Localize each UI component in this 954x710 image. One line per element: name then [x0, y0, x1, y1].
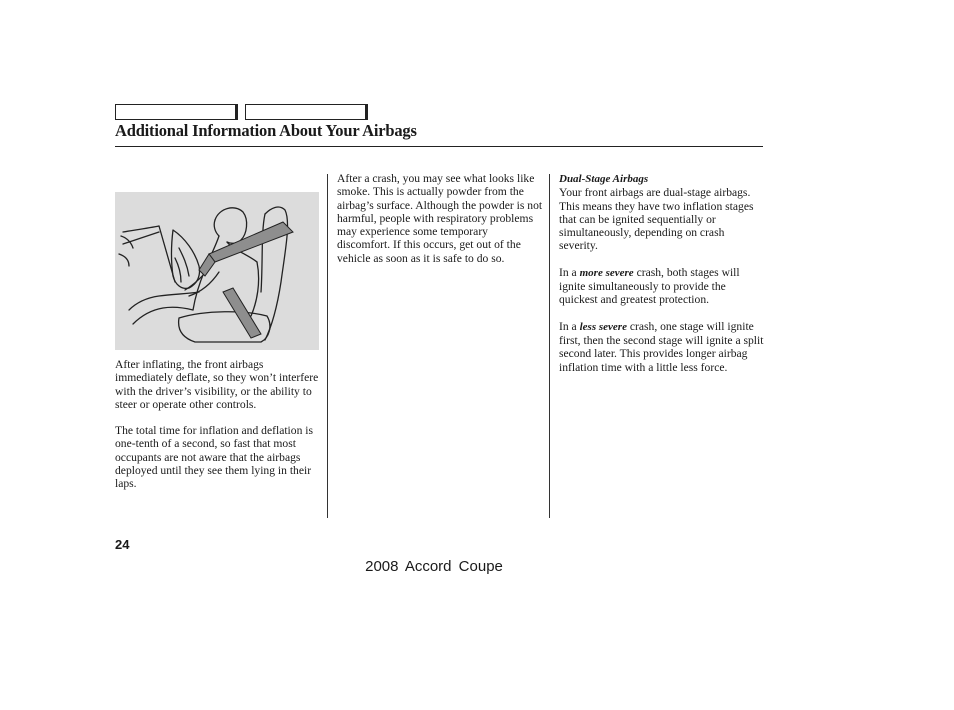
column-divider-1: [327, 174, 328, 518]
column-3: [559, 172, 765, 374]
section-tab-1[interactable]: [115, 104, 238, 120]
column-2-paragraph-1: After a crash, you may see what looks like smoke. This is actually powder from the airbag’s surface. Although the powder is not harmful, people with respiratory problems may experience some temporary discomfort. If this occurs, get out of the vehicle as soon as it is safe to do so.: [337, 172, 543, 265]
section-heading: Dual-Stage Airbags: [559, 173, 649, 185]
para3-prefix: In a: [559, 319, 580, 333]
column-2: [337, 172, 543, 265]
column-1-paragraph-2: The total time for inflation and deflation is one-tenth of a second, so fast that most occupants are not aware that the airbags deployed until they see them lying in their laps.: [115, 424, 314, 491]
para2-prefix: In a: [559, 265, 580, 279]
para2-suffix: crash, both stages will ignite simultaneously to provide the quickest and greatest protection.: [559, 265, 740, 307]
column-1-paragraph-1: After inflating, the front airbags immediately deflate, so they won’t interfere with the driver’s visibility, or the ability to steer or operate other controls.: [115, 358, 319, 411]
column-3-paragraph-3: [559, 320, 765, 374]
page-number: 24: [115, 537, 130, 552]
footer-model: 2008 Accord Coupe: [365, 558, 503, 575]
column-3-paragraph-2: [559, 266, 765, 307]
section-tab-2[interactable]: [245, 104, 368, 120]
page-title: Additional Information About Your Airbags: [115, 121, 417, 140]
title-rule: [115, 146, 763, 147]
airbag-deployed-illustration-icon: [115, 192, 319, 350]
column-1: [115, 358, 321, 491]
emphasis-more-severe: more severe: [579, 266, 634, 279]
para3-suffix: crash, one stage will ignite first, then the second stage will ignite a split second later. This provides longer airbag inflation time with a little less force.: [559, 319, 764, 374]
column-divider-2: [549, 174, 550, 518]
emphasis-less-severe: less severe: [579, 320, 627, 333]
column-3-paragraph-1: Your front airbags are dual-stage airbags. This means they have two inflation stages that can be ignited sequentially or simultaneously, depending on crash severity.: [559, 186, 754, 253]
